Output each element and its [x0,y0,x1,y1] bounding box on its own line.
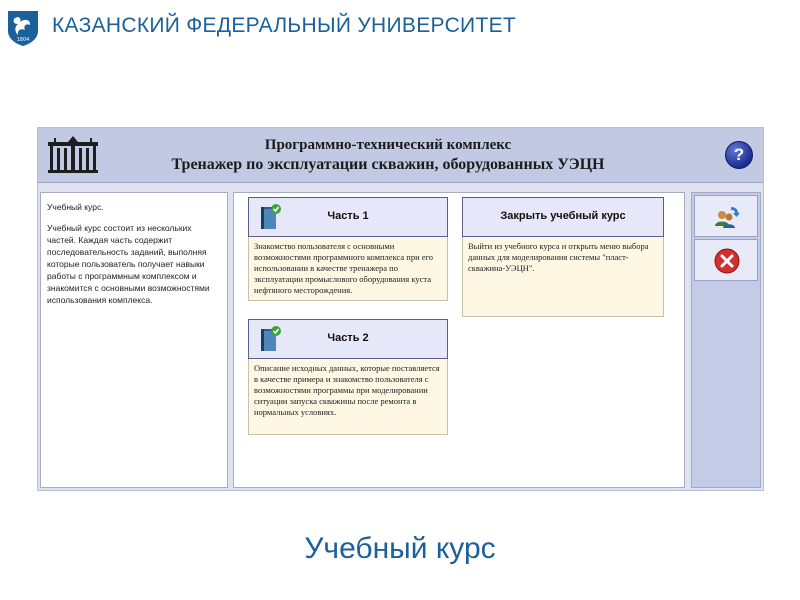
part2-button[interactable] [248,319,448,359]
app-header [38,128,763,183]
app-window [37,127,764,491]
close-course-card [462,197,664,317]
app-title-line1: Программно-технический комплекс [264,137,512,153]
university-logo-icon [6,9,40,47]
description-heading: Учебный курс. [47,202,104,212]
switch-user-button[interactable] [694,195,758,237]
part1-card [248,197,448,301]
close-course-description: Выйти из учебного курса и открыть меню выбора данных для моделирования системы "пласт-скважина-УЭЦН". [462,237,664,317]
logo-year: 1804 [16,37,30,43]
close-icon [714,248,740,274]
course-parts-panel [233,192,685,488]
exit-button[interactable] [694,239,758,281]
part1-label: Часть 1 [327,210,369,222]
part2-description: Описание исходных данных, которые поставляется в качестве примера и знакомство пользователя с возможностями программы при моделировании ситуации запуска скважины после ремонта в нормальных условиях. [248,359,448,435]
close-course-button[interactable] [462,197,664,237]
side-toolbar [691,192,761,488]
app-title [128,135,648,175]
slide-title: Учебный курс [304,532,496,565]
app-title-line2: Тренажер по эксплуатации скважин, оборудованных УЭЦН [171,156,605,173]
help-button[interactable]: ? [725,141,753,169]
derrick-logo-icon [46,136,100,174]
close-course-label: Закрыть учебный курс [500,210,626,222]
university-title: КАЗАНСКИЙ ФЕДЕРАЛЬНЫЙ УНИВЕРСИТЕТ [52,14,517,37]
course-description-panel [40,192,228,488]
part2-label: Часть 2 [327,332,369,344]
part2-card [248,319,448,435]
part1-button[interactable] [248,197,448,237]
university-header [0,0,800,56]
part1-description: Знакомство пользователя с основными возможностями программного комплекса при его использовании в качестве тренажера по эксплуатации промыслового оборудования куста нефтяного месторождения. [248,237,448,301]
description-body: Учебный курс состоит из нескольких частей. Каждая часть содержит последовательность заданий, выполняя которые пользователь получает навыки работы с программным комплексом и знакомится с основными возможностями использования комплекса. [47,223,210,305]
switch-users-icon [714,204,740,230]
